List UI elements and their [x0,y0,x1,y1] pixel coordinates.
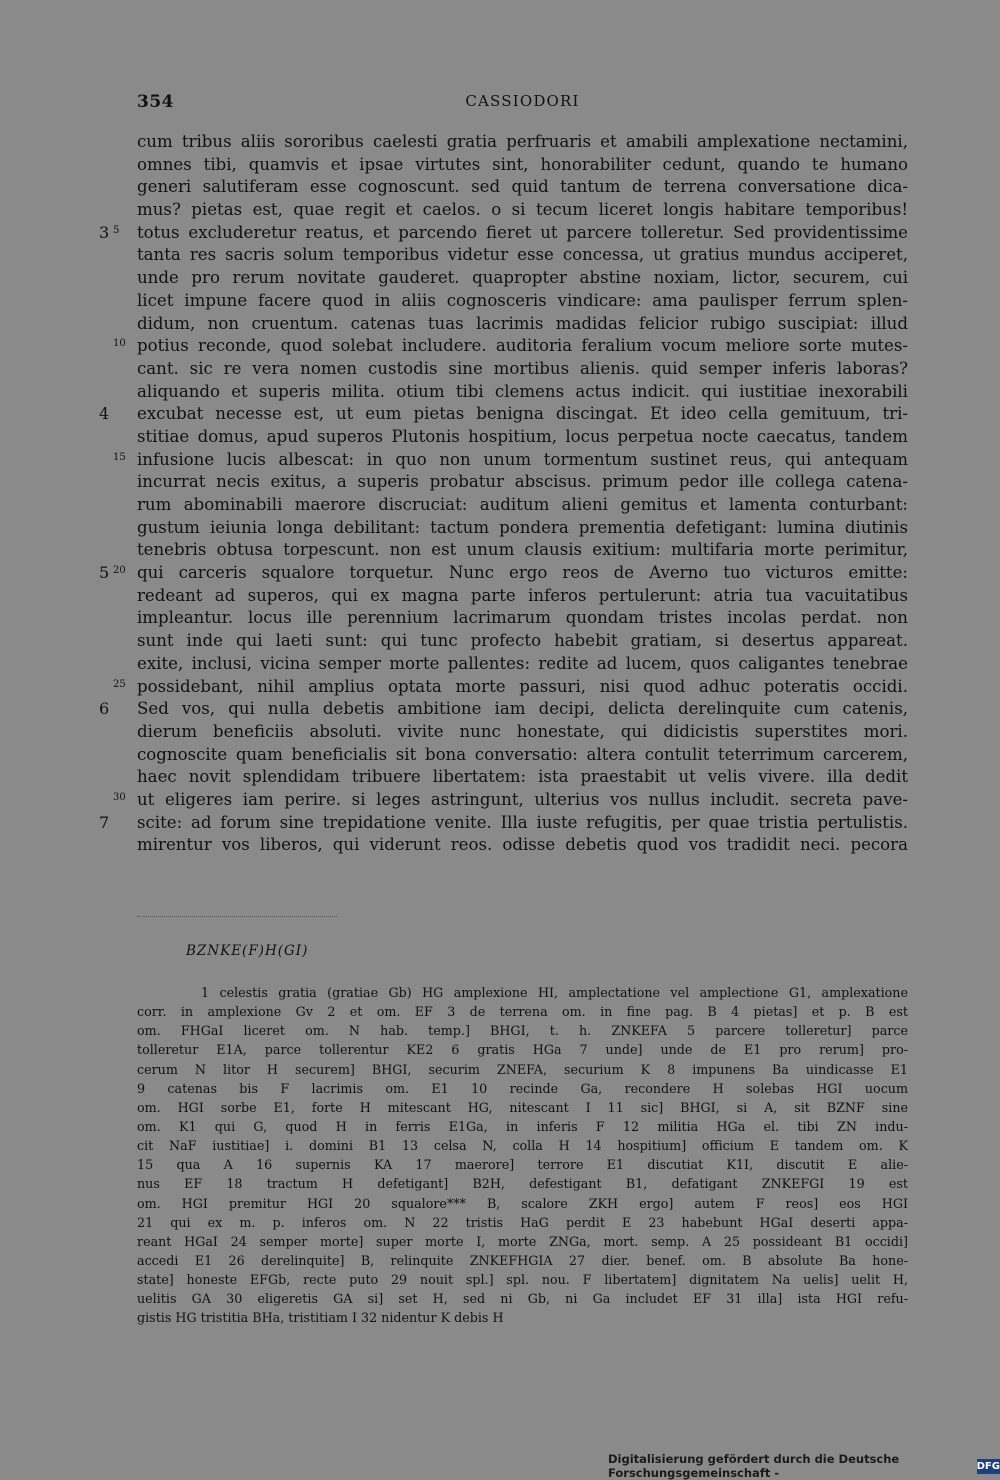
text-line [137,426,908,449]
text-line [137,744,908,767]
line-text: impleantur. locus ille perennium lacrimarum quondam tristes incolas perdat. non [137,608,908,628]
footnote-separator [137,916,337,917]
line-text: generi salutiferam esse cognoscunt. sed quid tantum de terrena conversatione dica- [137,177,908,197]
line-text: licet impune facere quod in aliis cognosceris vindicare: ama paulisper ferrum splen- [137,290,908,310]
paragraph-number: 5 [99,563,110,583]
line-text: Sed vos, qui nulla debetis ambitione iam decipi, delicta derelinquite cum catenis, [137,699,908,719]
text-line [137,244,908,267]
text-line [137,154,908,177]
line-text: cognoscite quam beneficialis sit bona conversatio: altera contulit teterrimum carcerem, [137,744,908,764]
line-number: 25 [113,678,126,690]
apparatus-line: tolleretur E1A, parce tollerentur KE2 6 gratis HGa 7 unde] unde de E1 pro rerum] pro- [137,1042,908,1058]
line-number: 10 [113,338,126,350]
line-text: incurrat necis exitus, a superis probatur abscisus. primum pedor ille collega catena- [137,472,908,492]
line-text: excubat necesse est, ut eum pietas benigna discingat. Et ideo cella gemituum, tri- [137,404,908,424]
text-line [113,676,908,699]
line-text: haec novit splendidam tribuere libertatem: ista praestabit ut velis vivere. illa dedit [137,767,908,787]
text-line [99,698,908,721]
line-text: ut eligeres iam perire. si leges astringunt, ulterius vos nullus includit. secreta pave- [137,789,908,809]
line-text: cant. sic re vera nomen custodis sine mortibus alienis. quid semper inferis laboras? [137,358,908,378]
text-line [137,721,908,744]
line-text: rum abominabili maerore discruciat: auditum alieni gemitus et lamenta conturbant: [137,495,908,514]
apparatus-line: om. HGI premitur HGI 20 squalore*** B, scalore ZKH ergo] autem F reos] eos HGI [137,1195,908,1211]
paragraph-number: 7 [99,812,110,832]
text-line [137,517,908,540]
apparatus-line: 15 qua A 16 supernis KA 17 maerore] terrore E1 discutiat K1I, discutit E alie- [137,1157,908,1173]
apparatus-line: cerum N litor H securem] BHGI, securim ZNEFA, securium K 8 impunens Ba uindicasse E1 [137,1061,908,1077]
apparatus-line: 9 catenas bis F lacrimis om. E1 10 recinde Ga, recondere H solebas HGI uocum [137,1080,908,1096]
apparatus-line: uelitis GA 30 eligeretis GA si] set H, sed ni Gb, ni Ga includet EF 31 illa] ista HGI refu- [137,1291,908,1307]
line-text: possidebant, nihil amplius optata morte passuri, nisi quod adhuc poteratis occidi. [137,676,908,696]
line-text: tenebris obtusa torpescunt. non est unum clausis exitium: multifaria morte perimitur, [137,540,908,560]
text-line [99,222,908,245]
apparatus-line: state] honeste EFGb, recte puto 29 nouit spl.] spl. nou. F libertatem] dignitatem Na uelis] uelit H, [137,1272,908,1288]
running-head: CASSIODORI [465,92,580,110]
line-number: 15 [113,451,126,463]
manuscript-sigla: BZNKE(F)H(GI) [186,943,309,959]
footer-text[interactable]: Digitalisierung gefördert durch die Deutsche Forschungsgemeinschaft - [608,1452,900,1480]
paragraph-number: 4 [99,404,110,424]
apparatus-line: om. HGI sorbe E1, forte H mitescant HG, nitescant I 11 sic] BHGI, si A, sit BZNF sine [137,1099,908,1115]
text-line [137,834,908,857]
text-line [99,562,908,585]
text-line [137,630,908,653]
apparatus-line: om. FHGaI liceret om. N hab. temp.] BHGI, t. h. ZNKEFA 5 parcere tolleretur] parce [137,1023,908,1039]
text-line [137,290,908,313]
critical-apparatus [137,983,908,1328]
line-text: dierum beneficiis absoluti. vivite nunc honestate, qui didicistis superstites mori. [137,721,908,741]
text-line [137,199,908,222]
text-line [137,766,908,789]
line-text: qui carceris squalore torquetur. Nunc ergo reos de Averno tuo victuros emitte: [137,563,908,583]
line-text: totus excluderetur reatus, et parcendo fieret ut parcere tolleretur. Sed providentissime [137,222,908,242]
apparatus-line: gistis HG tristitia BHa, tristitiam I 32 nidentur K debis H [137,1310,504,1326]
line-text: sunt inde qui laeti sunt: qui tunc profecto habebit gratiam, si desertus appareat. [137,631,908,651]
text-line [137,653,908,676]
text-line [99,812,908,835]
page-number: 354 [137,92,174,112]
text-line [137,313,908,336]
text-line [137,471,908,494]
footer[interactable] [608,1452,1000,1480]
apparatus-line: reant HGaI 24 semper morte] super morte I, morte ZNGa, mort. semp. A 25 possideant B1 occidi] [137,1233,908,1249]
text-line [113,449,908,472]
text-line [137,585,908,608]
line-text: stitiae domus, apud superos Plutonis hospitium, locus perpetua nocte caecatus, tandem [137,426,908,446]
text-line [137,494,908,517]
line-text: tanta res sacris solum temporibus videtur esse concessa, ut gratius mundus acciperet, [137,245,908,265]
text-line [99,403,908,426]
text-line [113,789,908,812]
line-number: 5 [113,224,120,236]
apparatus-line: nus EF 18 tractum H defetigant] B2H, defestigant B1, defatigant ZNKEFGI 19 est [137,1176,908,1192]
text-line [113,335,908,358]
line-text: potius reconde, quod solebat includere. auditoria feralium vocum meliore sorte mutes- [137,336,908,356]
paragraph-number: 3 [99,222,110,242]
line-text: unde pro rerum novitate gauderet. quapropter abstine noxiam, lictor, securem, cui [137,268,908,288]
main-text [99,131,908,857]
line-number: 20 [113,565,126,577]
text-line [137,381,908,404]
apparatus-line: accedi E1 26 derelinquite] B, relinquite ZNKEFHGIA 27 dier. benef. om. B absolute Ba hone- [137,1252,908,1268]
text-line [137,267,908,290]
apparatus-line: 1 celestis gratia (gratiae Gb) HG amplexione HI, amplectatione vel amplectione G1, amplexatione [201,985,908,1000]
line-text: aliquando et superis milita. otium tibi clemens actus indicit. qui iustitiae inexorabili [137,381,908,401]
apparatus-line: om. K1 qui G, quod H in ferris E1Ga, in inferis F 12 militia HGa el. tibi ZN indu- [137,1118,908,1134]
line-text: didum, non cruentum. catenas tuas lacrimis madidas felicior rubigo suscipiat: illud [137,313,908,333]
line-text: cum tribus aliis sororibus caelesti gratia perfruaris et amabili amplexatione nectamini, [137,132,908,151]
line-text: infusione lucis albescat: in quo non unum tormentum sustinet reus, qui antequam [137,449,908,469]
line-number: 30 [113,791,126,803]
text-line [137,539,908,562]
text-line [137,131,908,154]
text-line [137,358,908,381]
line-text: gustum ieiunia longa debilitant: tactum pondera prementia defetigant: lumina diutinis [137,517,908,537]
text-line [137,176,908,199]
apparatus-line: corr. in amplexione Gv 2 et om. EF 3 de terrena om. in fine pag. B 4 pietas] et p. B est [137,1004,908,1020]
line-text: omnes tibi, quamvis et ipsae virtutes sint, honorabiliter cedunt, quando te humano [137,154,908,174]
line-text: exite, inclusi, vicina semper morte pallentes: redite ad lucem, quos caligantes tenebrae [137,653,908,673]
paragraph-number: 6 [99,699,110,719]
line-text: mirentur vos liberos, qui viderunt reos. odisse debetis quod vos tradidit neci. pecora [137,835,908,855]
dfg-logo[interactable]: DFG [976,1460,1000,1472]
apparatus-line: 21 qui ex m. p. inferos om. N 22 tristis HaG perdit E 23 habebunt HGaI deserti appa- [137,1214,908,1230]
line-text: mus? pietas est, quae regit et caelos. o si tecum liceret longis habitare temporibus! [137,200,908,220]
apparatus-line: cit NaF iustitiae] i. domini B1 13 celsa N, colla H 14 hospitium] officium E tandem om. K [137,1138,908,1154]
page-header [137,92,908,116]
line-text: scite: ad forum sine trepidatione venite. Illa iuste refugitis, per quae tristia pertulistis. [137,812,908,832]
text-line [137,607,908,630]
line-text: redeant ad superos, qui ex magna parte inferos pertulerunt: atria tua vacuitatibus [137,585,908,605]
